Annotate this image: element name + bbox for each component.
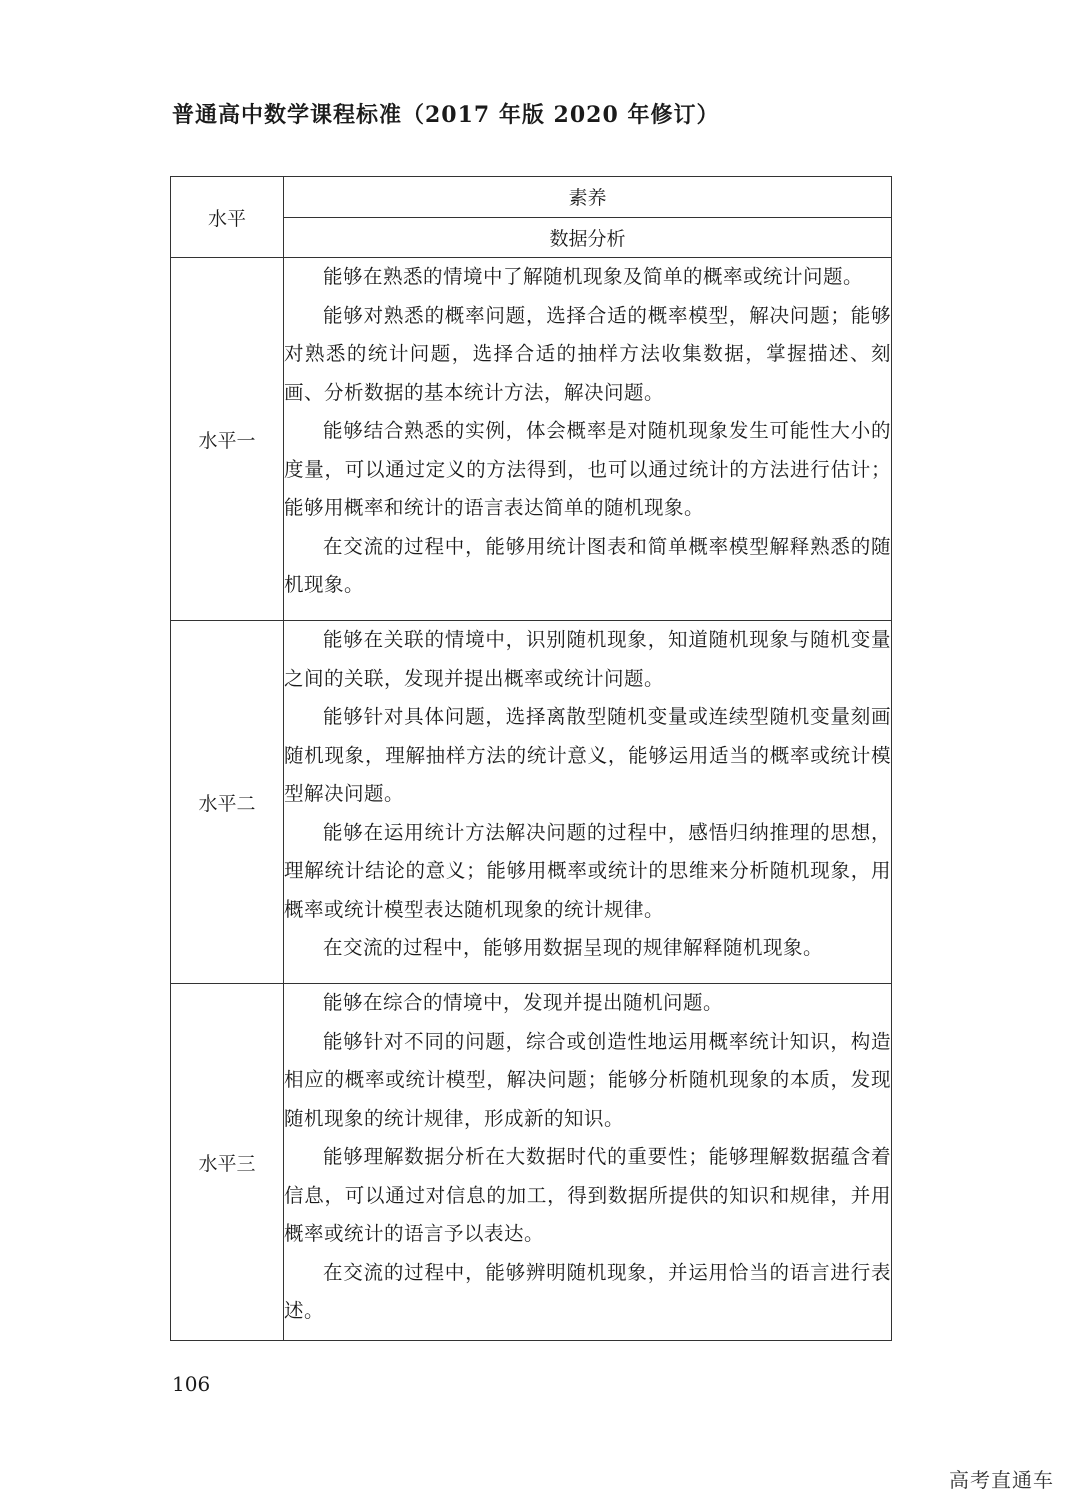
level-column-header: 水平 <box>171 177 284 258</box>
description-paragraph: 在交流的过程中，能够用数据呈现的规律解释随机现象。 <box>323 936 824 959</box>
description-paragraph: 能够在综合的情境中，发现并提出随机问题。 <box>323 991 724 1014</box>
level-label: 水平二 <box>171 621 284 984</box>
description-paragraph: 能够结合熟悉的实例，体会概率是对随机现象发生可能性大小的度量，可以通过定义的方法得到，也可以通过统计的方法进行估计；能够用概率和统计的语言表达简单的随机现象。 <box>284 419 891 519</box>
table-row <box>171 258 892 621</box>
table-header-row <box>171 177 892 218</box>
description-paragraph: 能够在运用统计方法解决问题的过程中，感悟归纳推理的思想，理解统计结论的意义；能够用概率或统计的思维来分析随机现象，用概率或统计模型表达随机现象的统计规律。 <box>284 820 891 921</box>
description-paragraph: 能够针对不同的问题，综合或创造性地运用概率统计知识，构造相应的概率或统计模型，解决问题；能够分析随机现象的本质，发现随机现象的统计规律，形成新的知识。 <box>284 1029 891 1130</box>
literacy-level-table <box>170 176 892 1341</box>
description-paragraph: 能够在关联的情境中，识别随机现象，知道随机现象与随机变量之间的关联，发现并提出概率或统计问题。 <box>284 628 891 690</box>
level-label: 水平一 <box>171 258 284 621</box>
level-description <box>284 621 892 984</box>
page-header-title: 普通高中数学课程标准（2017 年版 2020 年修订） <box>172 102 720 128</box>
table-row <box>171 984 892 1341</box>
level-label: 水平三 <box>171 984 284 1341</box>
literacy-column-header: 素养 <box>284 177 892 218</box>
description-paragraph: 能够针对具体问题，选择离散型随机变量或连续型随机变量刻画随机现象，理解抽样方法的统计意义，能够运用适当的概率或统计模型解决问题。 <box>284 705 891 805</box>
level-description <box>284 258 892 621</box>
description-paragraph: 能够在熟悉的情境中了解随机现象及简单的概率或统计问题。 <box>323 265 864 288</box>
description-paragraph: 能够理解数据分析在大数据时代的重要性；能够理解数据蕴含着信息，可以通过对信息的加工，得到数据所提供的知识和规律，并用概率或统计的语言予以表达。 <box>284 1145 891 1245</box>
description-paragraph: 在交流的过程中，能够辨明随机现象，并运用恰当的语言进行表述。 <box>284 1260 891 1322</box>
description-paragraph: 在交流的过程中，能够用统计图表和简单概率模型解释熟悉的随机现象。 <box>284 534 891 596</box>
page-number: 106 <box>172 1372 211 1396</box>
level-description <box>284 984 892 1341</box>
watermark-text: 高考直通车 <box>949 1468 1054 1492</box>
description-paragraph: 能够对熟悉的概率问题，选择合适的概率模型，解决问题；能够对熟悉的统计问题，选择合适的抽样方法收集数据，掌握描述、刻画、分析数据的基本统计方法，解决问题。 <box>284 303 891 404</box>
table-row <box>171 621 892 984</box>
data-analysis-header: 数据分析 <box>284 217 892 258</box>
